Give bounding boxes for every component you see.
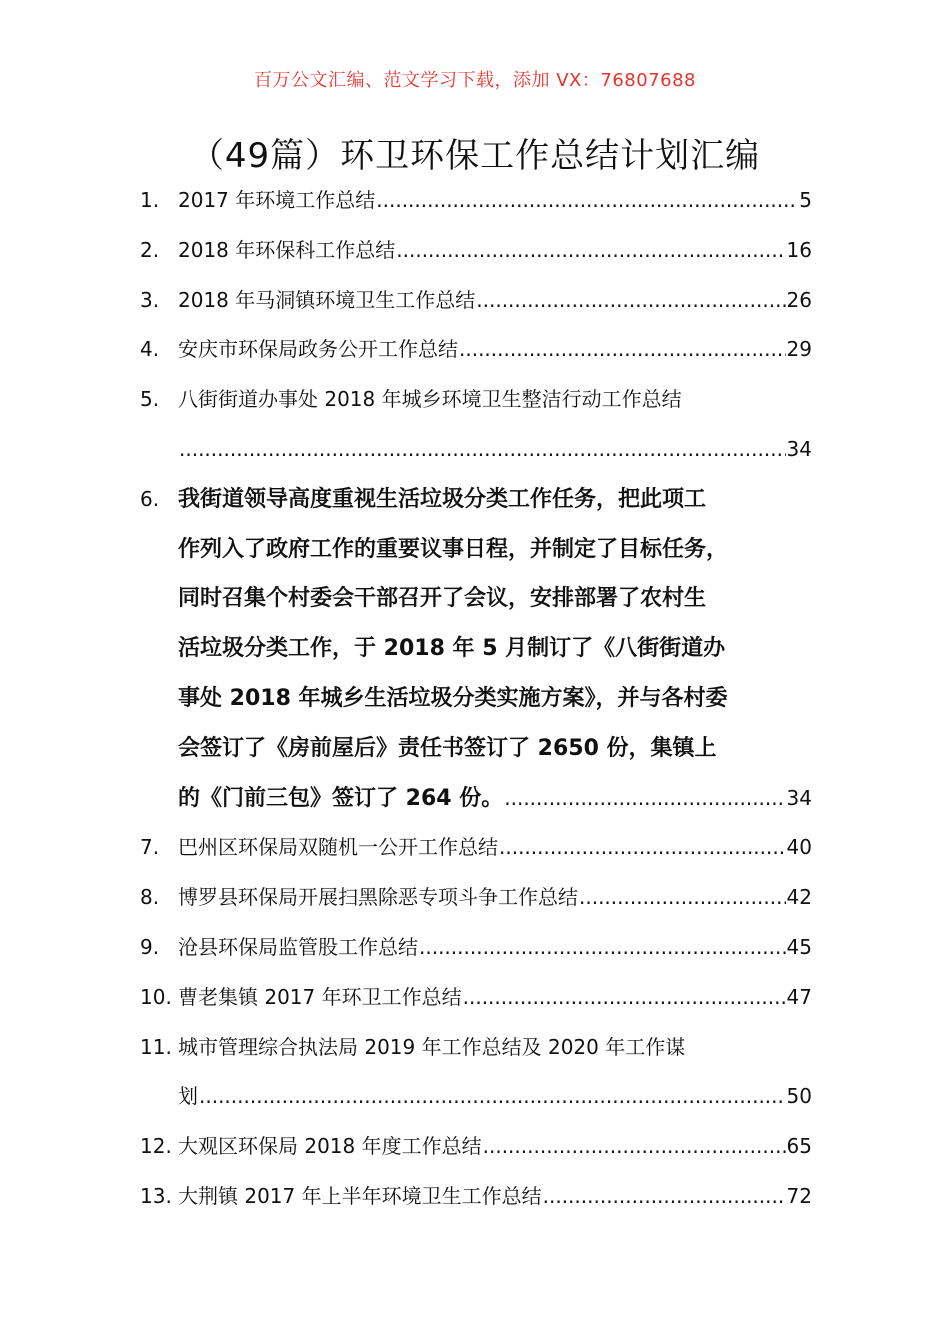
toc-entry-title: 巴州区环保局双随机一公开工作总结	[178, 835, 498, 860]
toc-entry-number: 2.	[140, 237, 160, 262]
toc-entry[interactable]	[140, 475, 812, 824]
toc-entry-title: 曹老集镇 2017 年环卫工作总结	[178, 984, 462, 1009]
toc-entry-title-line: 事处 2018 年城乡生活垃圾分类实施方案》，并与各村委	[178, 685, 728, 711]
toc-page-number: 5	[799, 188, 812, 212]
toc-entry[interactable]	[140, 325, 812, 375]
toc-entry[interactable]	[140, 276, 812, 326]
toc-entry-title: 2017 年环境工作总结	[178, 188, 376, 212]
toc-page-number: 16	[786, 237, 812, 262]
dot-leader	[543, 1172, 786, 1222]
toc-page-number: 72	[786, 1183, 812, 1208]
dot-leader	[459, 325, 786, 375]
toc-entry-title-continued: 划	[178, 1084, 198, 1109]
toc-entry[interactable]	[140, 973, 812, 1023]
toc-entry-number: 5.	[140, 387, 160, 412]
toc-page-number: 47	[786, 984, 812, 1009]
toc-entry[interactable]	[140, 823, 812, 873]
toc-entry-number: 1.	[140, 188, 160, 212]
toc-entry-number: 12.	[140, 1134, 172, 1159]
toc-page-number: 45	[786, 934, 812, 959]
dot-leader	[396, 226, 785, 276]
toc-entry-number: 3.	[140, 287, 160, 312]
toc-entry-title-line: 活垃圾分类工作，于 2018 年 5 月制订了《八街街道办	[178, 636, 726, 662]
toc-entry[interactable]	[140, 176, 812, 226]
toc-entry-title: 2018 年环保科工作总结	[178, 237, 396, 262]
dot-leader	[499, 823, 786, 873]
toc-entry-number: 10.	[140, 984, 172, 1009]
toc-entry-number: 7.	[140, 835, 160, 860]
toc-page-number: 42	[786, 885, 812, 910]
toc-entry-title: 八街街道办事处 2018 年城乡环境卫生整洁行动工作总结	[178, 387, 682, 412]
toc-entry-number: 4.	[140, 337, 160, 362]
toc-entry-number: 13.	[140, 1183, 172, 1208]
toc-page-number: 34	[786, 436, 812, 461]
toc-entry-title: 博罗县环保局开展扫黑除恶专项斗争工作总结	[178, 885, 578, 910]
dot-leader	[199, 1072, 786, 1122]
document-title: （49篇）环卫环保工作总结计划汇编	[189, 136, 761, 176]
toc-entry-number: 11.	[140, 1034, 172, 1059]
toc-entry[interactable]	[140, 873, 812, 923]
toc-entry-title: 沧县环保局监管股工作总结	[178, 934, 418, 959]
toc-page-number: 26	[786, 287, 812, 312]
toc-entry[interactable]	[140, 1122, 812, 1172]
toc-entry-title: 安庆市环保局政务公开工作总结	[178, 337, 458, 362]
dot-leader	[179, 425, 786, 475]
toc-entry-title: 2018 年马洞镇环境卫生工作总结	[178, 287, 476, 312]
toc-entry-title: 城市管理综合执法局 2019 年工作总结及 2020 年工作谋	[178, 1034, 686, 1059]
dot-leader	[419, 923, 786, 973]
toc-page-number: 50	[786, 1084, 812, 1109]
dot-leader	[476, 276, 785, 326]
toc-entry-number: 8.	[140, 885, 160, 910]
toc-page-number: 40	[786, 835, 812, 860]
toc-entry[interactable]	[140, 1172, 812, 1222]
promo-header: 百万公文汇编、范文学习下载，添加 VX：76807688	[254, 70, 696, 91]
dot-leader	[579, 873, 786, 923]
toc-entry[interactable]	[140, 226, 812, 276]
toc-page-number: 29	[786, 337, 812, 362]
table-of-contents	[140, 176, 812, 1222]
toc-entry-title: 大荆镇 2017 年上半年环境卫生工作总结	[178, 1183, 542, 1208]
toc-entry-number: 6.	[140, 486, 160, 511]
toc-entry-title-line: 会签订了《房前屋后》责任书签订了 2650 份，集镇上	[178, 735, 717, 761]
dot-leader	[483, 1122, 786, 1172]
toc-entry-title-line: 作列入了政府工作的重要议事日程，并制定了目标任务，	[178, 536, 729, 562]
toc-page-number: 34	[786, 785, 812, 810]
dot-leader	[376, 176, 798, 226]
toc-entry-title-line: 我街道领导高度重视生活垃圾分类工作任务，把此项工	[178, 486, 707, 512]
toc-entry-title: 大观区环保局 2018 年度工作总结	[178, 1134, 482, 1159]
toc-entry[interactable]	[140, 923, 812, 973]
toc-entry[interactable]	[140, 1023, 812, 1123]
dot-leader	[463, 973, 786, 1023]
toc-entry[interactable]	[140, 375, 812, 475]
toc-entry-number: 9.	[140, 934, 160, 959]
toc-page-number: 65	[786, 1134, 812, 1159]
toc-entry-title-line: 的《门前三包》签订了 264 份。	[178, 785, 504, 811]
dot-leader	[504, 774, 785, 824]
toc-entry-title-line: 同时召集个村委会干部召开了会议，安排部署了农村生	[178, 586, 707, 612]
